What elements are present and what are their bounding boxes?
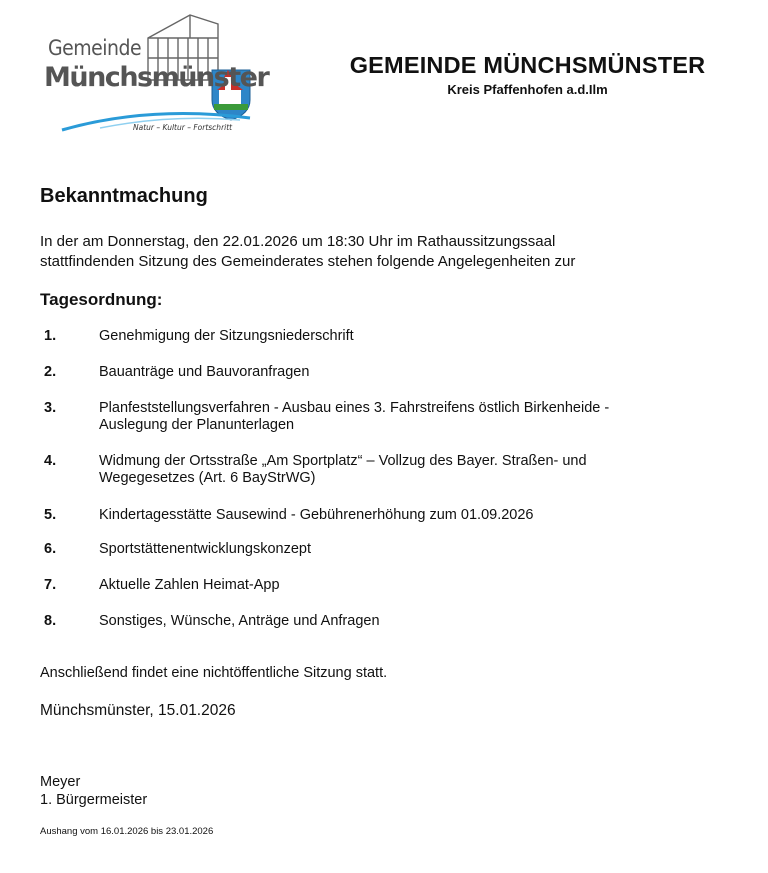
place-and-date: Münchsmünster, 15.01.2026: [40, 702, 236, 719]
agenda-item-number: 8.: [44, 613, 57, 629]
agenda-item-text: [99, 541, 659, 558]
logo-slogan: Natur – Kultur – Fortschritt: [133, 123, 233, 132]
intro-line: stattfindenden Sitzung des Gemeinderates stehen folgende Angelegenheiten zur: [40, 253, 576, 270]
municipality-title: GEMEINDE MÜNCHSMÜNSTER: [349, 52, 706, 78]
signer-name: Meyer: [40, 774, 81, 790]
agenda-item-line: Sportstättenentwicklungskonzept: [99, 541, 311, 557]
logo-text-muenchsmuenster: Münchsmünster: [44, 62, 269, 93]
agenda-item-line: Widmung der Ortsstraße „Am Sportplatz“ – Vollzug des Bayer. Straßen- und: [99, 453, 587, 469]
agenda-item-text: [99, 577, 659, 594]
agenda-item-text: [99, 400, 659, 434]
agenda-item-text: [99, 613, 659, 630]
agenda-heading: Tagesordnung:: [40, 290, 163, 309]
agenda-item-line: Bauanträge und Bauvoranfragen: [99, 364, 310, 380]
agenda-item-text: [99, 364, 659, 381]
agenda-item-line: Auslegung der Planunterlagen: [99, 417, 295, 433]
agenda-item-line: Kindertagesstätte Sausewind - Gebührenerhöhung zum 01.09.2026: [99, 507, 534, 523]
posting-period-note: Aushang vom 16.01.2026 bis 23.01.2026: [40, 826, 214, 837]
intro-paragraph: [40, 232, 680, 272]
agenda-item-number: 7.: [44, 577, 57, 593]
announcement-heading: Bekanntmachung: [40, 185, 208, 207]
municipality-logo: [40, 10, 269, 135]
agenda-item-line: Wegegesetzes (Art. 6 BayStrWG): [99, 470, 316, 486]
agenda-item-text: [99, 328, 659, 345]
signer-title: 1. Bürgermeister: [40, 792, 148, 808]
agenda-item-line: Genehmigung der Sitzungsniederschrift: [99, 328, 354, 344]
agenda-item-number: 3.: [44, 400, 57, 416]
agenda-item-number: 5.: [44, 507, 57, 523]
agenda-item-number: 2.: [44, 364, 57, 380]
agenda-item-text: [99, 507, 659, 524]
agenda-item-number: 1.: [44, 328, 57, 344]
intro-line: In der am Donnerstag, den 22.01.2026 um 18:30 Uhr im Rathaussitzungssaal: [40, 233, 556, 250]
agenda-item-number: 6.: [44, 541, 57, 557]
agenda-item-line: Planfeststellungsverfahren - Ausbau eines 3. Fahrstreifens östlich Birkenheide -: [99, 400, 610, 416]
agenda-item-text: [99, 453, 659, 487]
signature-block: [40, 773, 147, 809]
agenda-item-line: Sonstiges, Wünsche, Anträge und Anfragen: [99, 613, 380, 629]
logo-text-gemeinde: Gemeinde: [48, 36, 142, 60]
district-subtitle: Kreis Pfaffenhofen a.d.Ilm: [447, 82, 608, 97]
closing-note: Anschließend findet eine nichtöffentliche Sitzung statt.: [40, 665, 388, 681]
agenda-item-number: 4.: [44, 453, 57, 469]
agenda-item-line: Aktuelle Zahlen Heimat-App: [99, 577, 280, 593]
